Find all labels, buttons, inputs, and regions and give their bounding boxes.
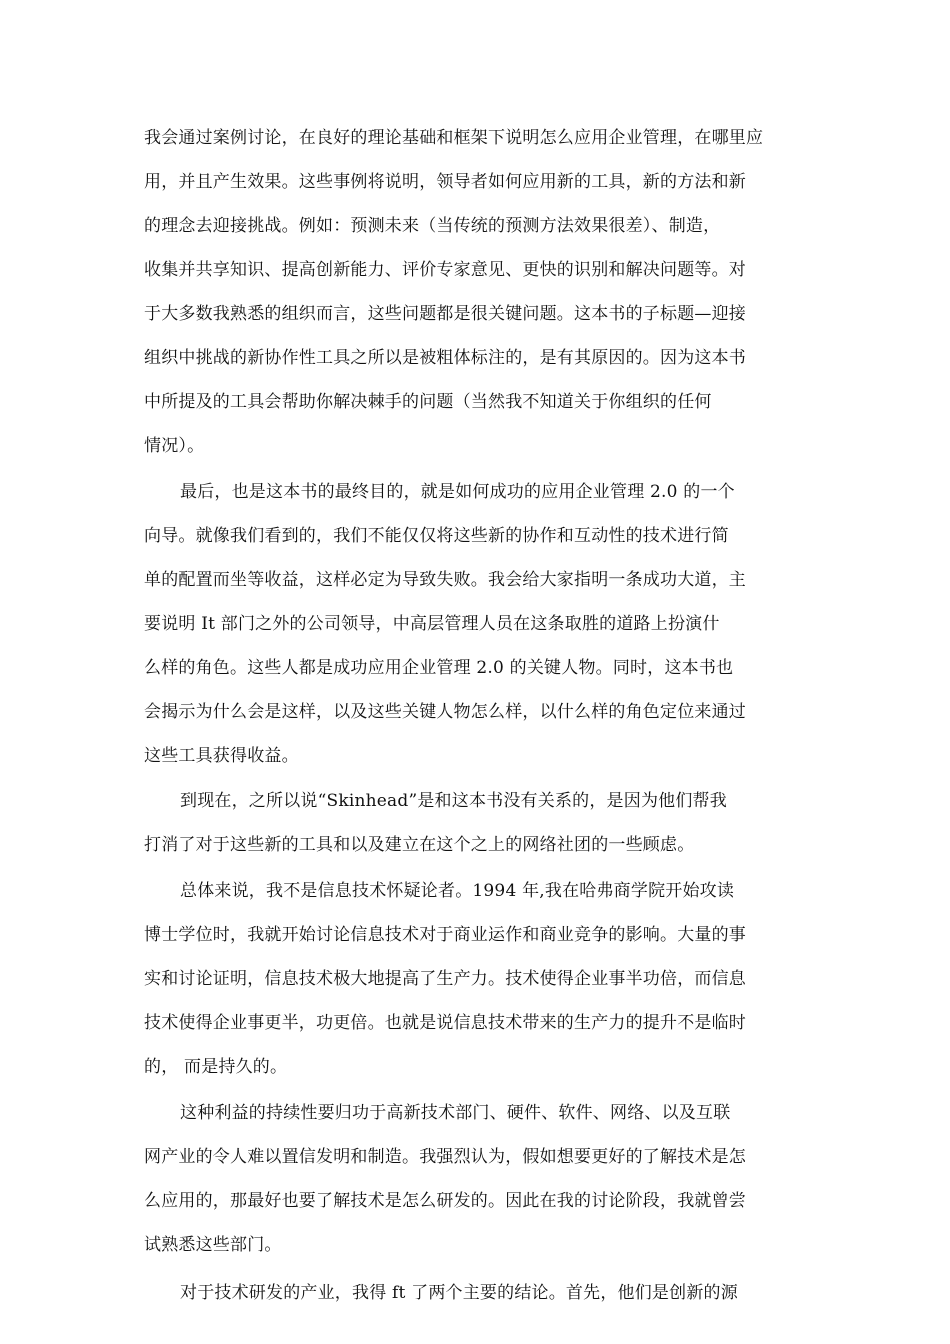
text-line: 对于技术研发的产业，我得 ft 了两个主要的结论。首先，他们是创新的源 xyxy=(180,1283,738,1303)
text-line: 组织中挑战的新协作性工具之所以是被粗体标注的，是有其原因的。因为这本书 xyxy=(144,348,746,368)
paragraph-1 xyxy=(144,116,824,468)
text-line: 技术使得企业事更半，功更倍。也就是说信息技术带来的生产力的提升不是临时 xyxy=(144,1013,746,1033)
paragraph-5 xyxy=(144,1091,824,1267)
text-line: 么样的角色。这些人都是成功应用企业管理 2.0 的关键人物。同时，这本书也 xyxy=(144,658,734,678)
text-line: 博士学位时，我就开始讨论信息技术对于商业运作和商业竞争的影响。大量的事 xyxy=(144,925,746,945)
text-line: 最后，也是这本书的最终目的，就是如何成功的应用企业管理 2.0 的一个 xyxy=(180,482,735,502)
text-line: 的， 而是持久的。 xyxy=(144,1057,288,1077)
text-line: 要说明 It 部门之外的公司领导，中高层管理人员在这条取胜的道路上扮演什 xyxy=(144,614,720,634)
text-line: 于大多数我熟悉的组织而言，这些问题都是很关键问题。这本书的子标题—迎接 xyxy=(144,304,746,324)
paragraph-6 xyxy=(144,1271,824,1315)
text-line: 会揭示为什么会是这样，以及这些关键人物怎么样，以什么样的角色定位来通过 xyxy=(144,702,746,722)
text-line: 到现在，之所以说“Skinhead”是和这本书没有关系的，是因为他们帮我 xyxy=(180,791,727,811)
text-line: 实和讨论证明，信息技术极大地提高了生产力。技术使得企业事半功倍，而信息 xyxy=(144,969,746,989)
text-line: 这种利益的持续性要归功于高新技术部门、硬件、软件、网络、以及互联 xyxy=(180,1103,731,1123)
text-line: 向导。就像我们看到的，我们不能仅仅将这些新的协作和互动性的技术进行简 xyxy=(144,526,729,546)
text-line: 情况）。 xyxy=(144,436,205,456)
text-line: 么应用的，那最好也要了解技术是怎么研发的。因此在我的讨论阶段，我就曾尝 xyxy=(144,1191,746,1211)
text-line: 收集并共享知识、提高创新能力、评价专家意见、更快的识别和解决问题等。对 xyxy=(144,260,746,280)
text-line: 打消了对于这些新的工具和以及建立在这个之上的网络社团的一些顾虑。 xyxy=(144,835,695,855)
paragraph-4 xyxy=(144,869,824,1089)
text-line: 单的配置而坐等收益，这样必定为导致失败。我会给大家指明一条成功大道，主 xyxy=(144,570,746,590)
text-line: 试熟悉这些部门。 xyxy=(144,1235,282,1255)
text-line: 的理念去迎接挑战。例如：预测未来（当传统的预测方法效果很差）、制造， xyxy=(144,216,721,236)
text-line: 总体来说，我不是信息技术怀疑论者。1994 年,我在哈弗商学院开始攻读 xyxy=(180,881,735,901)
text-line: 我会通过案例讨论，在良好的理论基础和框架下说明怎么应用企业管理，在哪里应 xyxy=(144,128,764,148)
paragraph-3 xyxy=(144,779,824,867)
paragraph-2 xyxy=(144,470,824,778)
text-line: 用，并且产生效果。这些事例将说明，领导者如何应用新的工具，新的方法和新 xyxy=(144,172,746,192)
text-line: 这些工具获得收益。 xyxy=(144,746,299,766)
text-line: 网产业的令人难以置信发明和制造。我强烈认为，假如想要更好的了解技术是怎 xyxy=(144,1147,746,1167)
text-line: 中所提及的工具会帮助你解决棘手的问题（当然我不知道关于你组织的任何 xyxy=(144,392,712,412)
